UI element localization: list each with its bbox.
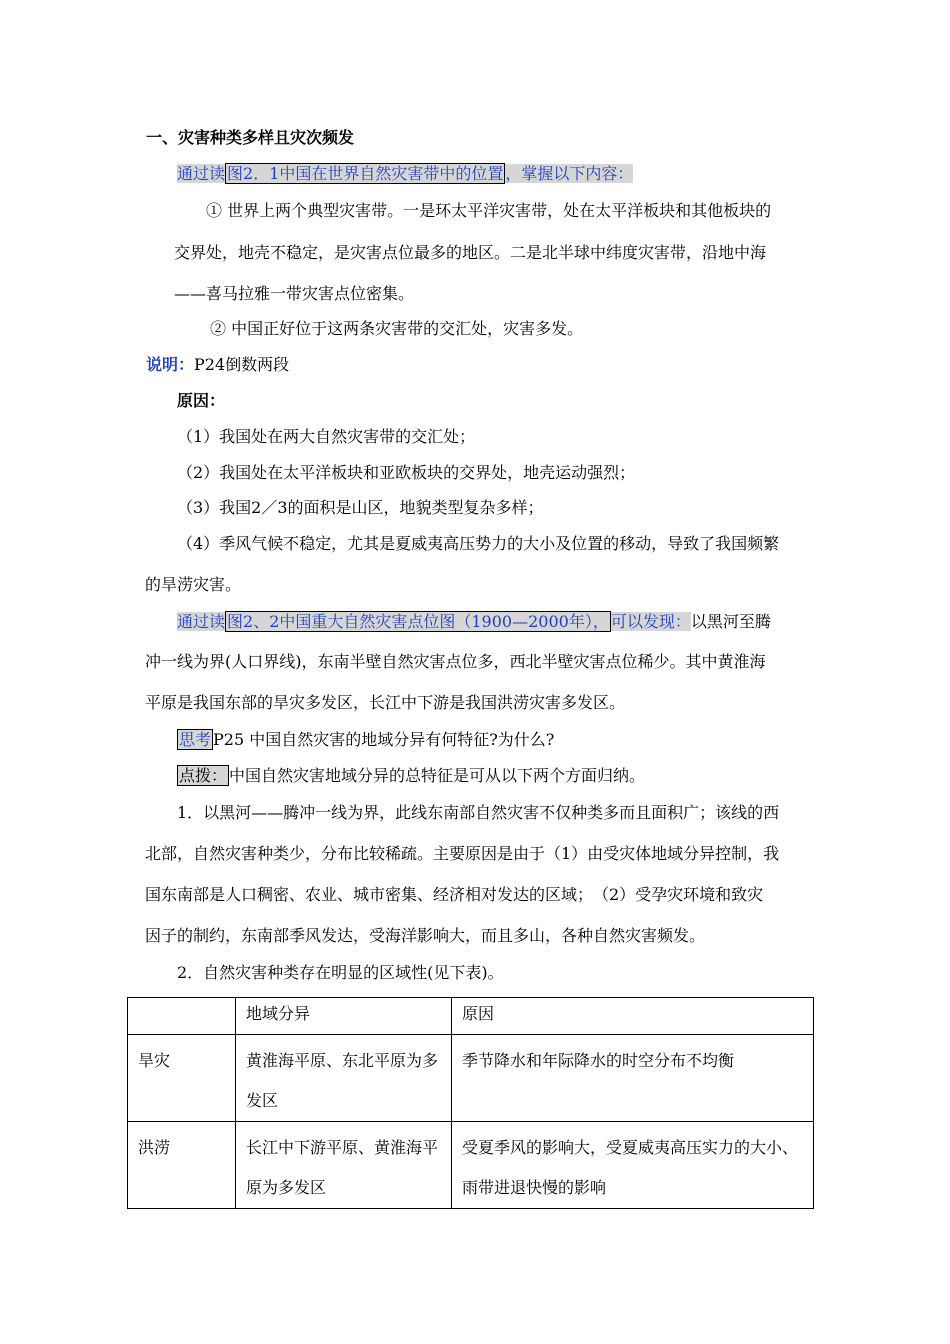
para1-line2: 北部，自然灾害种类少，分布比较稀疏。主要原因是由于（1）由受灾体地域分异控制，我 bbox=[145, 844, 780, 863]
table-row bbox=[128, 1035, 814, 1122]
think bbox=[177, 729, 554, 751]
table-row bbox=[128, 1122, 814, 1209]
reasons-title: 原因： bbox=[177, 391, 226, 410]
hint-label: 点拨： bbox=[179, 766, 228, 785]
read-figure-intro-2 bbox=[177, 611, 771, 633]
table-cell: 受夏季风的影响大，受夏威夷高压实力的大小、雨带进退快慢的影响 bbox=[452, 1122, 814, 1209]
table-header-cell bbox=[128, 998, 236, 1035]
table-cell: 季节降水和年际降水的时空分布不均衡 bbox=[452, 1035, 814, 1122]
read2-line3: 平原是我国东部的旱灾多发区，长江中下游是我国洪涝灾害多发区。 bbox=[145, 693, 626, 712]
reason-1: （1）我国处在两大自然灾害带的交汇处； bbox=[177, 427, 476, 446]
table-header-row bbox=[128, 998, 814, 1035]
table-cell: 旱灾 bbox=[128, 1035, 236, 1122]
point2: ② 中国正好位于这两条灾害带的交汇处，灾害多发。 bbox=[210, 319, 584, 338]
point1-line2: 交界处，地壳不稳定，是灾害点位最多的地区。二是北半球中纬度灾害带，沿地中海 bbox=[174, 243, 767, 262]
para2: 2．自然灾害种类存在明显的区域性(见下表)。 bbox=[177, 963, 504, 982]
hint bbox=[177, 765, 645, 787]
table-cell: 长江中下游平原、黄淮海平原为多发区 bbox=[236, 1122, 452, 1209]
figure-link-2-2[interactable]: 图2、2中国重大自然灾害点位图（1900—2000年）， bbox=[227, 612, 609, 631]
read-figure-intro-1 bbox=[177, 163, 633, 185]
read-suffix: ，掌握以下内容： bbox=[505, 164, 634, 183]
point1-line3: ——喜马拉雅一带灾害点位密集。 bbox=[174, 284, 415, 303]
para1-line4: 因子的制约，东南部季风发达，受海洋影响大，而且多山，各种自然灾害频发。 bbox=[145, 926, 706, 945]
disaster-table bbox=[127, 997, 814, 1209]
think-text: P25 中国自然灾害的地域分异有何特征?为什么? bbox=[213, 730, 555, 749]
reason-3: （3）我国2／3的面积是山区，地貌类型复杂多样； bbox=[177, 498, 544, 517]
reason-4: （4）季风气候不稳定，尤其是夏威夷高压势力的大小及位置的移动，导致了我国频繁 bbox=[177, 534, 780, 553]
reason-4-cont: 的旱涝灾害。 bbox=[145, 575, 242, 594]
read2-line2: 冲一线为界(人口界线)，东南半壁自然灾害点位多，西北半壁灾害点位稀少。其中黄淮海 bbox=[145, 652, 766, 671]
read2-text-first: 以黑河至腾 bbox=[690, 612, 771, 631]
point1-line1: ① 世界上两个典型灾害带。一是环太平洋灾害带，处在太平洋板块和其他板块的 bbox=[206, 201, 772, 220]
figure-link-2-1[interactable]: 图2．1中国在世界自然灾害带中的位置 bbox=[227, 164, 504, 183]
note-text: P24倒数两段 bbox=[194, 355, 290, 374]
read2-mid: 可以发现： bbox=[610, 612, 691, 631]
table-cell: 黄淮海平原、东北平原为多发区 bbox=[236, 1035, 452, 1122]
note-label: 说明： bbox=[146, 355, 195, 374]
para1-line3: 国东南部是人口稠密、农业、城市密集、经济相对发达的区域； （2）受孕灾环境和致灾 bbox=[145, 885, 764, 904]
note bbox=[146, 354, 289, 376]
table-header-cell: 地域分异 bbox=[236, 998, 452, 1035]
section-heading: 一、灾害种类多样且灾次频发 bbox=[146, 128, 355, 147]
reason-2: （2）我国处在太平洋板块和亚欧板块的交界处，地壳运动强烈； bbox=[177, 463, 636, 482]
read-prefix: 通过读 bbox=[177, 164, 226, 183]
think-label: 思考 bbox=[179, 730, 212, 749]
table-cell: 洪涝 bbox=[128, 1122, 236, 1209]
table-header-cell: 原因 bbox=[452, 998, 814, 1035]
read2-prefix: 通过读 bbox=[177, 612, 226, 631]
hint-text: 中国自然灾害地域分异的总特征是可从以下两个方面归纳。 bbox=[229, 766, 646, 785]
para1-line1: 1．以黑河——腾冲一线为界，此线东南部自然灾害不仅种类多而且面积广；该线的西 bbox=[177, 803, 780, 822]
